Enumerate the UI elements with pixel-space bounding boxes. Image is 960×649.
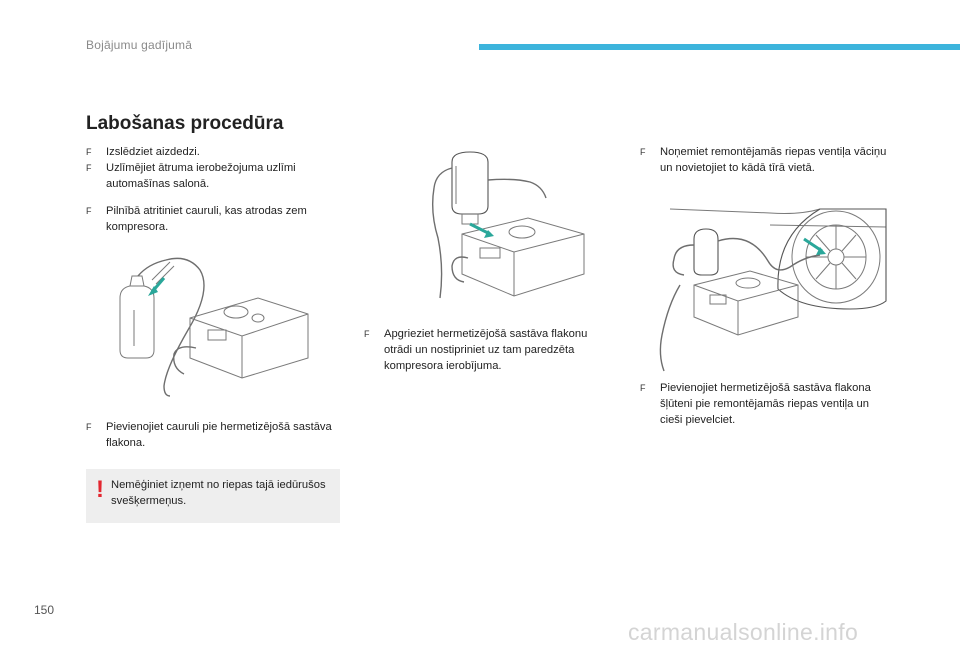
arrow-bullet-icon: F <box>364 329 370 339</box>
arrow-bullet-icon: F <box>86 147 92 157</box>
step-1 <box>86 144 336 160</box>
warning-box <box>86 469 340 523</box>
step-5 <box>364 326 614 374</box>
page-title: Labošanas procedūra <box>86 113 284 134</box>
step-2-text: Uzlīmējiet ātruma ierobežojuma uzlīmi automašīnas salonā. <box>106 162 296 190</box>
step-7-text: Pievienojiet hermetizējošā sastāva flakona šļūteni pie remontējamās riepas ventiļa un cieši pievelciet. <box>660 382 871 426</box>
arrow-bullet-icon: F <box>86 206 92 216</box>
step-7 <box>640 380 890 428</box>
arrow-bullet-icon: F <box>640 147 646 157</box>
step-4 <box>86 419 336 451</box>
step-4-text: Pievienojiet cauruli pie hermetizējošā sastāva flakona. <box>106 421 332 449</box>
watermark: carmanualsonline.info <box>628 619 859 645</box>
arrow-bullet-icon: F <box>86 422 92 432</box>
exclamation-icon: ! <box>96 476 104 503</box>
flask-inverted-illustration <box>418 148 598 318</box>
step-2 <box>86 160 336 192</box>
section-header-bar <box>479 44 960 50</box>
compressor-flask-illustration <box>108 250 318 400</box>
step-5-text: Apgrieziet hermetizējošā sastāva flakonu otrādi un nostipriniet uz tam paredzēta kompresora ierobījuma. <box>384 328 588 372</box>
arrow-bullet-icon: F <box>640 383 646 393</box>
step-3 <box>86 203 336 235</box>
step-1-text: Izslēdziet aizdedzi. <box>106 146 200 158</box>
step-6 <box>640 144 890 176</box>
arrow-bullet-icon: F <box>86 163 92 173</box>
tyre-valve-illustration <box>650 205 888 375</box>
page-number: 150 <box>34 603 55 617</box>
step-3-text: Pilnībā atritiniet cauruli, kas atrodas zem kompresora. <box>106 205 307 233</box>
step-6-text: Noņemiet remontējamās riepas ventiļa vāciņu un novietojiet to kādā tīrā vietā. <box>660 146 887 174</box>
warning-text: Nemēģiniet izņemt no riepas tajā iedūrušos svešķermeņus. <box>111 479 326 507</box>
section-header-label: Bojājumu gadījumā <box>86 38 193 52</box>
